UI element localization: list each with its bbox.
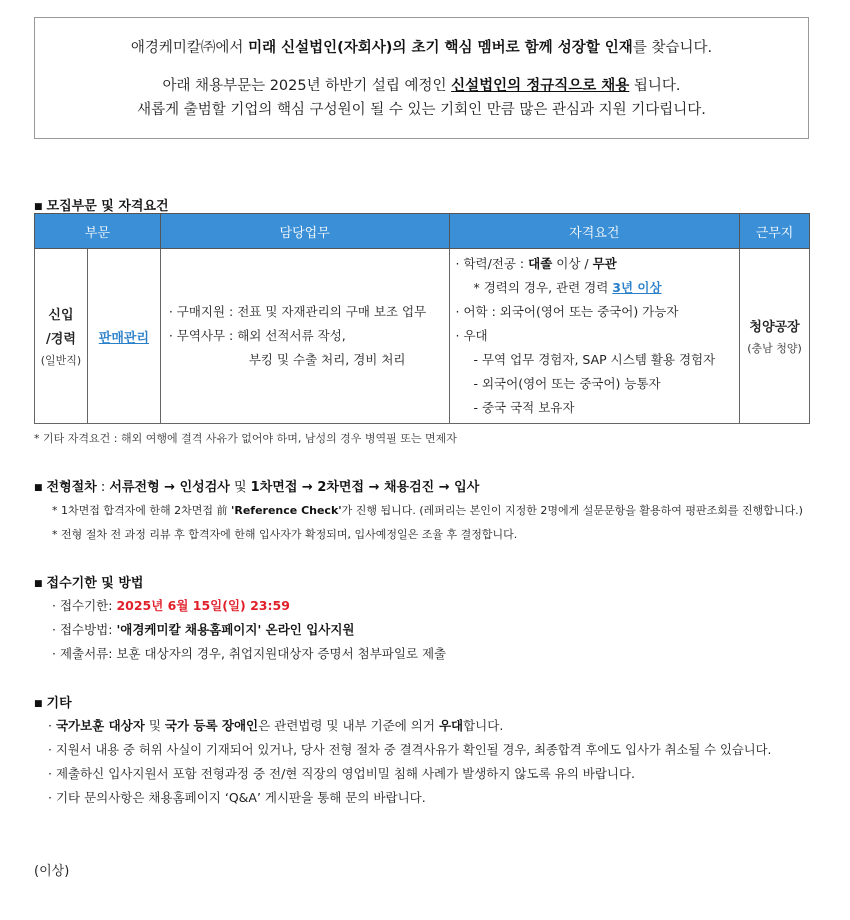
apply-deadline xyxy=(52,596,290,614)
requirements-cell xyxy=(449,249,740,424)
section-title-text: 기타 xyxy=(46,696,72,711)
header-requirements: 자격요건 xyxy=(449,214,740,249)
deadline-value: 2025년 6월 15일(일) 23:59 xyxy=(116,598,290,613)
req-bold: 무관 xyxy=(592,256,617,271)
location-name: 청양공장 xyxy=(749,320,800,335)
header-dept: 부문 xyxy=(35,214,161,249)
section-title-text: 모집부문 및 자격요건 xyxy=(46,199,169,214)
table-row xyxy=(35,249,810,424)
intro-text: 를 찾습니다. xyxy=(632,40,713,56)
process-text: 및 xyxy=(229,480,251,495)
square-bullet-icon: ■ xyxy=(34,699,43,709)
intro-text: 됩니다. xyxy=(629,78,681,94)
etc-text: 은 관련법령 및 내부 기준에 의거 xyxy=(258,718,439,733)
req-text: 이상 / xyxy=(552,256,593,271)
duty-item: · 무역사무 : 해외 선적서류 작성, xyxy=(168,328,346,343)
req-language: · 어학 : 외국어(영어 또는 중국어) 가능자 xyxy=(455,304,679,319)
etc-bold: 우대 xyxy=(438,718,464,733)
apply-label: · 접수기한: xyxy=(52,598,117,613)
req-text: · 학력/전공 : xyxy=(455,256,529,271)
req-preferred-item: - 무역 업무 경험자, SAP 시스템 활용 경험자 xyxy=(473,352,716,367)
header-duties: 담당업무 xyxy=(160,214,449,249)
dept-link[interactable]: 판매관리 xyxy=(98,330,149,346)
etc-item-3: · 제출하신 입사지원서 포함 전형과정 중 전/현 직장의 영업비밀 침해 사례가 발생하지 않도록 유의 바랍니다. xyxy=(48,766,636,781)
apply-label: · 접수방법: xyxy=(52,622,117,637)
recruit-table xyxy=(34,213,810,424)
req-highlight: 3년 이상 xyxy=(612,280,662,295)
intro-box xyxy=(34,17,809,139)
etc-bold: 국가보훈 대상자 xyxy=(55,718,145,733)
note-text: 가 진행 됩니다. (레퍼리는 본인이 지정한 2명에게 설문문항을 활용하여 평판조회를 진행합니다.) xyxy=(341,504,803,517)
method-value: '애경케미칼 채용홈페이지' 온라인 입사지원 xyxy=(116,622,355,637)
location-cell xyxy=(740,249,810,424)
etc-item-1 xyxy=(48,716,503,734)
header-location: 근무지 xyxy=(740,214,810,249)
process-note-1 xyxy=(52,502,803,518)
recruit-note: * 기타 자격요건 : 해외 여행에 결격 사유가 없어야 하며, 남성의 경우 병역필 또는 면제자 xyxy=(34,432,457,445)
etc-item-2: · 지원서 내용 중 허위 사실이 기재되어 있거나, 당사 전형 절차 중 결격사유가 확인될 경우, 최종합격 후에도 입사가 취소될 수 있습니다. xyxy=(48,743,772,757)
req-education xyxy=(456,252,739,276)
location-sub: (충남 청양) xyxy=(747,342,802,355)
type-cell xyxy=(35,249,88,424)
etc-text: 합니다. xyxy=(463,718,504,733)
intro-text: 아래 채용부문는 2025년 하반기 설립 예정인 xyxy=(162,78,452,94)
etc-item-4: · 기타 문의사항은 채용홈페이지 ‘Q&A’ 게시판을 통해 문의 바랍니다. xyxy=(48,790,426,805)
req-preferred-item: - 외국어(영어 또는 중국어) 능통자 xyxy=(473,376,661,391)
req-text: * 경력의 경우, 관련 경력 xyxy=(473,280,613,295)
duty-item: 부킹 및 수출 처리, 경비 처리 xyxy=(248,352,406,367)
section-title-apply xyxy=(34,572,143,591)
note-text: * 1차면접 합격자에 한해 2차면접 前 xyxy=(52,504,231,517)
section-title-recruit xyxy=(34,195,169,214)
intro-line-1 xyxy=(35,36,808,60)
process-note-2: * 전형 절차 전 과정 리뷰 후 합격자에 한해 입사자가 확정되며, 입사예정일은 조율 후 결정합니다. xyxy=(52,528,518,541)
intro-line-2 xyxy=(35,74,808,98)
intro-line-3: 새롭게 출범할 기업의 핵심 구성원이 될 수 있는 기회인 만큼 많은 관심과 지원 기다립니다. xyxy=(137,102,706,118)
process-line xyxy=(34,476,479,495)
req-preferred: · 우대 xyxy=(455,328,488,343)
process-flow: 서류전형 → 인성검사 xyxy=(109,480,230,495)
req-experience xyxy=(456,276,739,300)
etc-text: · xyxy=(48,718,56,733)
type-main: 신입 xyxy=(48,308,74,323)
closing-text: (이상) xyxy=(34,864,70,879)
apply-docs: · 제출서류: 보훈 대상자의 경우, 취업지원대상자 증명서 첨부파일로 제출 xyxy=(52,646,447,661)
section-title-text: 접수기한 및 방법 xyxy=(46,576,144,591)
table-header-row xyxy=(35,214,810,249)
duties-cell xyxy=(160,249,449,424)
intro-emphasis: 미래 신설법인(자회사)의 초기 핵심 멤버로 함께 성장할 인재 xyxy=(248,40,633,56)
type-sub: (일반직) xyxy=(40,354,82,367)
section-title-etc xyxy=(34,692,72,711)
req-bold: 대졸 xyxy=(528,256,553,271)
type-main-2: /경력 xyxy=(46,332,76,347)
intro-text: 애경케미칼㈜에서 xyxy=(130,40,249,56)
apply-method xyxy=(52,620,355,638)
square-bullet-icon: ■ xyxy=(34,202,43,212)
req-preferred-item: - 중국 국적 보유자 xyxy=(473,400,575,415)
process-flow: 1차면접 → 2차면접 → 채용검진 → 입사 xyxy=(250,480,480,495)
dept-cell xyxy=(87,249,160,424)
square-bullet-icon: ■ xyxy=(34,579,43,589)
etc-text: 및 xyxy=(144,718,165,733)
intro-emphasis: 신설법인의 정규직으로 채용 xyxy=(451,78,630,94)
process-text: : xyxy=(96,480,110,495)
etc-bold: 국가 등록 장애인 xyxy=(164,718,259,733)
note-bold: 'Reference Check' xyxy=(231,504,342,517)
duty-item: · 구매지원 : 전표 및 자재관리의 구매 보조 업무 xyxy=(168,304,427,319)
section-title-text: 전형절차 xyxy=(46,480,97,495)
square-bullet-icon: ■ xyxy=(34,483,43,493)
